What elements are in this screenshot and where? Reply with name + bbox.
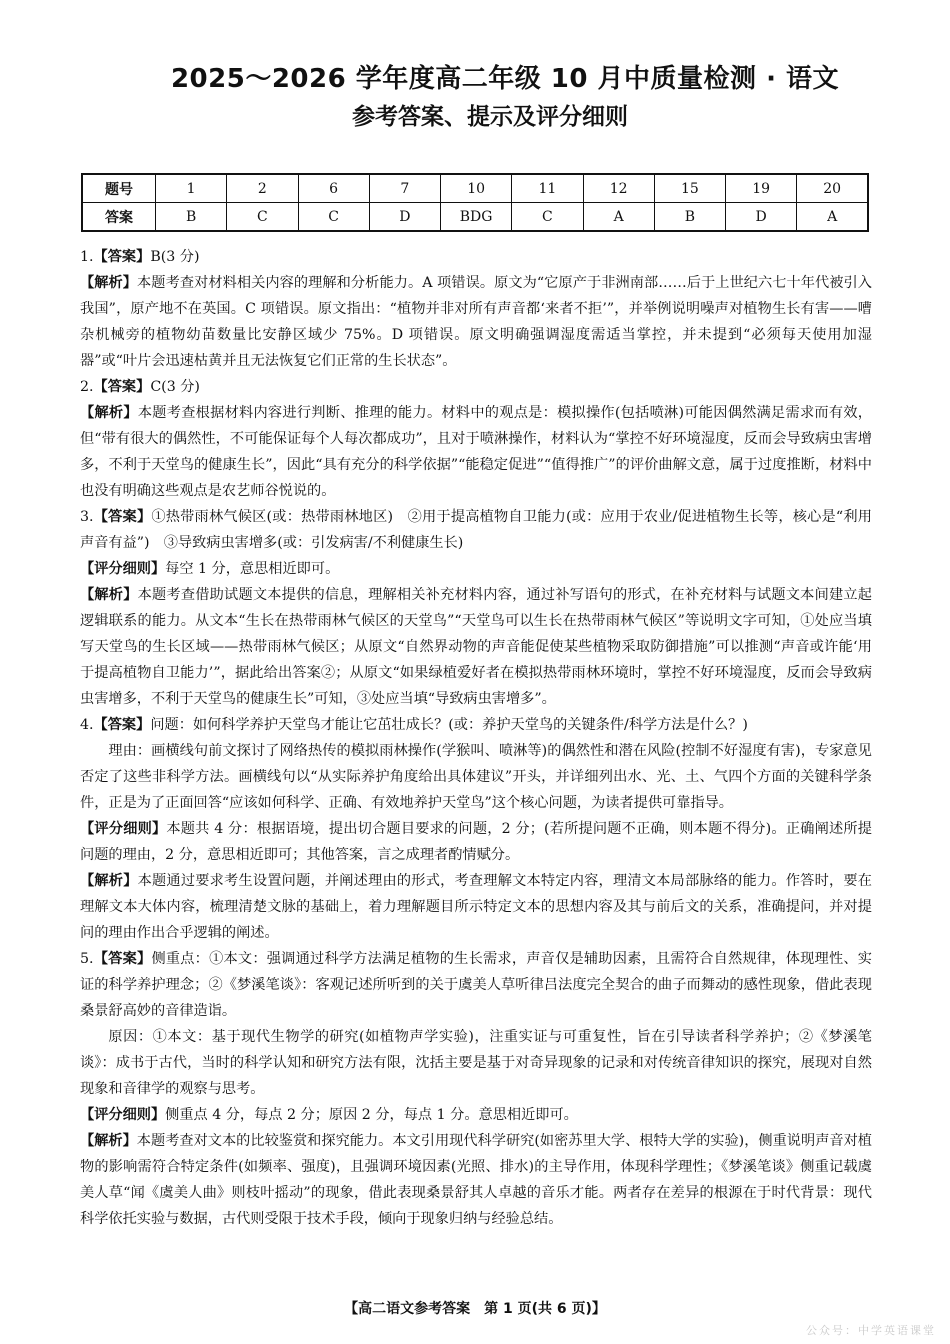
q3-scoring: 【评分细则】每空 1 分，意思相近即可。 xyxy=(80,561,340,577)
table-cell: D xyxy=(369,203,440,232)
table-cell: 7 xyxy=(369,174,440,203)
table-cell: C xyxy=(512,203,583,232)
q1-analysis: 【解析】本题考查对材料相关内容的理解和分析能力。A 项错误。原文为“它原产于非洲南部……后于上世纪六七十年代被引入我国”，原产地不在英国。C 项错误。原文指出：“植物并非对所有声音都‘来者不拒’”，并举例说明噪声对植物生长有害——嘈杂机械旁的植物幼苗数量比安静区域少 75%。D 项错误。原文明确强调湿度需适当掌控，并未提到“必须每天使用加湿器”或“叶片会迅速枯黄并且无法恢复它们正常的生长状态”。 xyxy=(80,275,872,369)
table-cell: D xyxy=(726,203,797,232)
table-cell: 20 xyxy=(797,174,868,203)
q1-answer: 1.【答案】B(3 分) xyxy=(80,249,200,265)
watermark: 公众号：中学英语课堂 xyxy=(806,1324,936,1337)
q5-answer: 5.【答案】侧重点：①本文：强调通过科学方法满足植物的生长需求，声音仅是辅助因素，且需符合自然规律，体现理性、实证的科学养护理念；②《梦溪笔谈》：客观记述所听到的关于虞美人草听律吕法度完全契合的曲子而舞动的感性现象，借此表现桑景舒高妙的音律造诣。 xyxy=(80,951,872,1019)
answer-content xyxy=(80,244,872,1232)
row-label-answer: 答案 xyxy=(82,203,156,232)
table-cell: 2 xyxy=(227,174,298,203)
q5-reason: 原因：①本文：基于现代生物学的研究(如植物声学实验)，注重实证与可重复性，旨在引导读者科学养护；②《梦溪笔谈》：成书于古代，当时的科学认知和研究方法有限，沈括主要是基于对奇异现象的记录和对传统音律知识的探究，展现对自然现象和音律学的观察与思考。 xyxy=(80,1029,872,1097)
q5-analysis: 【解析】本题考查对文本的比较鉴赏和探究能力。本文引用现代科学研究(如密苏里大学、根特大学的实验)，侧重说明声音对植物的影响需符合特定条件(如频率、强度)，且强调环境因素(光照、排水)的主导作用，体现科学理性；《梦溪笔谈》侧重记载虞美人草“闻《虞美人曲》则枝叶摇动”的现象，借此表现桑景舒其人卓越的音乐才能。两者存在差异的根源在于时代背景：现代科学依托实验与数据，古代则受限于技术手段，倾向于现象归纳与经验总结。 xyxy=(80,1133,872,1227)
table-cell: A xyxy=(797,203,868,232)
q4-scoring: 【评分细则】本题共 4 分：根据语境，提出切合题目要求的问题，2 分；(若所提问题不正确，则本题不得分)。正确阐述所提问题的理由，2 分，意思相近即可；其他答案，言之成理者酌情赋分。 xyxy=(80,821,872,863)
table-cell: C xyxy=(227,203,298,232)
table-cell: 6 xyxy=(298,174,369,203)
page-subtitle: 参考答案、提示及评分细则 xyxy=(352,104,628,130)
table-cell: B xyxy=(654,203,725,232)
table-cell: A xyxy=(583,203,654,232)
table-cell: C xyxy=(298,203,369,232)
table-cell: BDG xyxy=(441,203,512,232)
row-label-number: 题号 xyxy=(82,174,156,203)
table-row-answers xyxy=(82,203,868,232)
table-cell: 15 xyxy=(654,174,725,203)
q2-analysis: 【解析】本题考查根据材料内容进行判断、推理的能力。材料中的观点是：模拟操作(包括喷淋)可能因偶然满足需求而有效，但“带有很大的偶然性，不可能保证每个人每次都成功”，且对于喷淋操作，材料认为“掌控不好环境湿度，反而会导致病虫害增多，不利于天堂鸟的健康生长”，因此“具有充分的科学依据”“能稳定促进”“值得推广”的评价曲解文意，属于过度推断，材料中也没有明确这些观点是农艺师谷悦说的。 xyxy=(80,405,872,499)
answer-table xyxy=(81,173,869,232)
page-footer: 【高二语文参考答案 第 1 页(共 6 页)】 xyxy=(344,1301,606,1317)
q2-answer: 2.【答案】C(3 分) xyxy=(80,379,200,395)
table-row-numbers xyxy=(82,174,868,203)
q4-answer: 4.【答案】问题：如何科学养护天堂鸟才能让它茁壮成长？(或：养护天堂鸟的关键条件/科学方法是什么？) xyxy=(80,717,748,733)
table-cell: 10 xyxy=(441,174,512,203)
table-cell: 12 xyxy=(583,174,654,203)
table-cell: 11 xyxy=(512,174,583,203)
q4-analysis: 【解析】本题通过要求考生设置问题，并阐述理由的形式，考查理解文本特定内容，理清文本局部脉络的能力。作答时，要在理解文本大体内容，梳理清楚文脉的基础上，着力理解题目所示特定文本的思想内容及其与前后文的关系，准确提问，并对提问的理由作出合乎逻辑的阐述。 xyxy=(80,873,872,941)
q5-scoring: 【评分细则】侧重点 4 分，每点 2 分；原因 2 分，每点 1 分。意思相近即可。 xyxy=(80,1107,578,1123)
q3-answer: 3.【答案】①热带雨林气候区(或：热带雨林地区) ②用于提高植物自卫能力(或：应用于农业/促进植物生长等，核心是“利用声音有益”) ③导致病虫害增多(或：引发病害/不利健康生长) xyxy=(80,509,872,551)
table-cell: B xyxy=(156,203,227,232)
table-cell: 1 xyxy=(156,174,227,203)
table-cell: 19 xyxy=(726,174,797,203)
q4-reason: 理由：画横线句前文探讨了网络热传的模拟雨林操作(学猴叫、喷淋等)的偶然性和潜在风险(控制不好湿度有害)，专家意见否定了这些非科学方法。画横线句以“从实际养护角度给出具体建议”开头，并详细列出水、光、土、气四个方面的关键科学条件，正是为了正面回答“应该如何科学、正确、有效地养护天堂鸟”这个核心问题，为读者提供可靠指导。 xyxy=(80,743,872,811)
q3-analysis: 【解析】本题考查借助试题文本提供的信息，理解相关补充材料内容，通过补写语句的形式，在补充材料与试题文本间建立起逻辑联系的能力。从文本“生长在热带雨林气候区的天堂鸟”“天堂鸟可以生长在热带雨林气候区”等说明文字可知，①处应当填写天堂鸟的生长区域——热带雨林气候区；从原文“自然界动物的声音能促使某些植物采取防御措施”可以推测“声音或许能‘用于提高植物自卫能力’”，据此给出答案②；从原文“如果绿植爱好者在模拟热带雨林环境时，掌控不好环境湿度，反而会导致病虫害增多，不利于天堂鸟的健康生长”可知，③处应当填“导致病虫害增多”。 xyxy=(80,587,872,707)
page-title: 2025～2026 学年度高二年级 10 月中质量检测 · 语文 xyxy=(170,64,840,94)
